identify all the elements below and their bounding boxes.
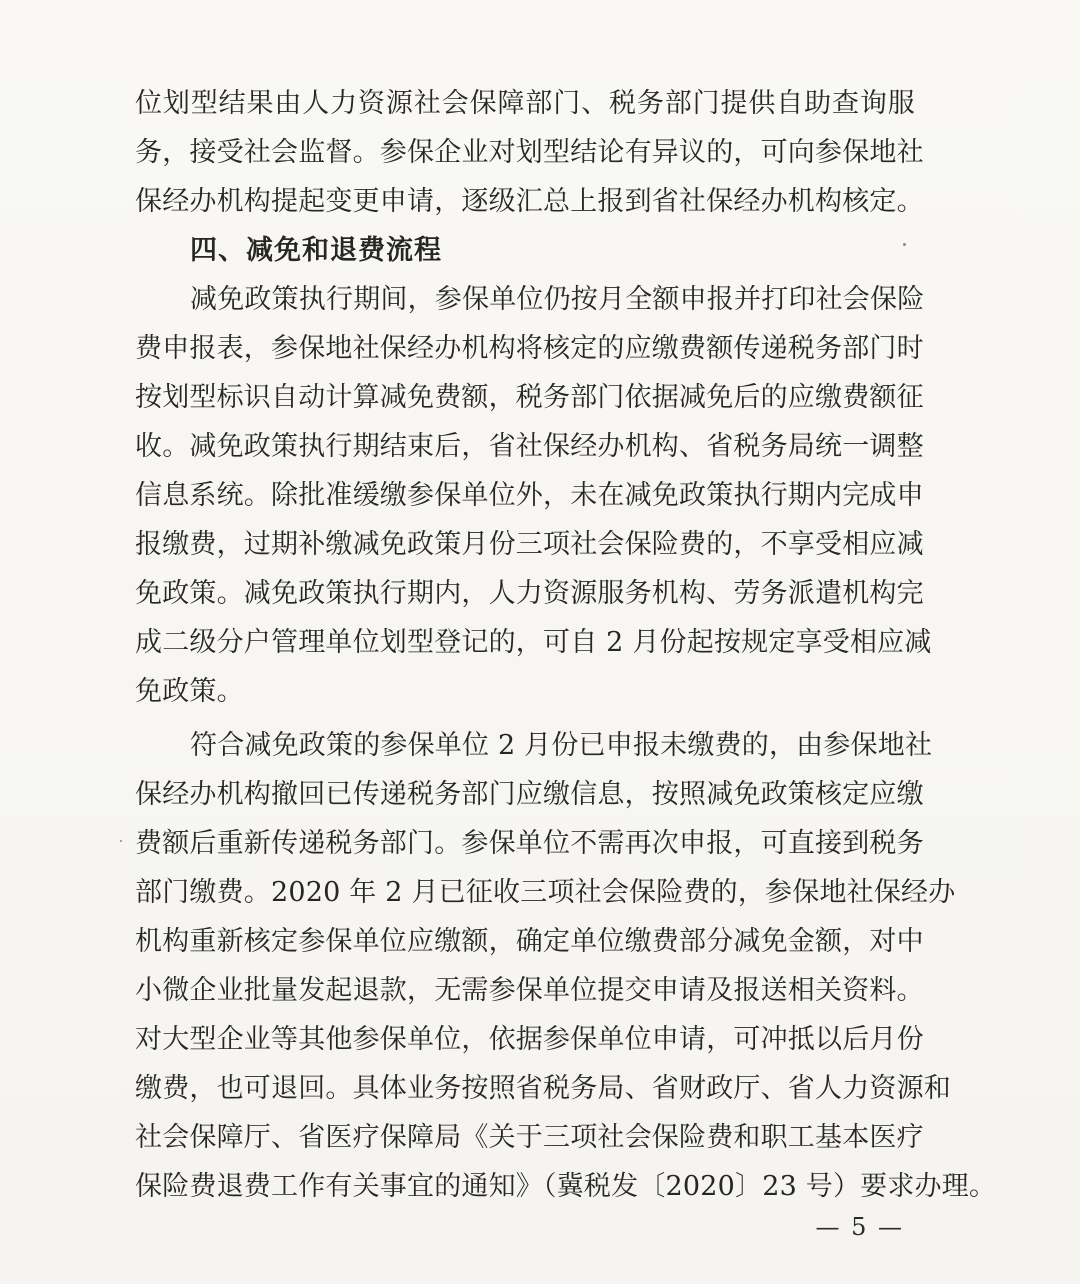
- page-number: — 5 —: [815, 1213, 904, 1241]
- body-line: 报缴费，过期补缴减免政策月份三项社会保险费的，不享受相应减: [135, 529, 924, 560]
- scan-speck: [120, 840, 122, 842]
- section-heading: 四、减免和退费流程: [190, 235, 442, 266]
- paragraph-first-line: 符合减免政策的参保单位 2 月份已申报未缴费的，由参保地社: [190, 730, 933, 761]
- body-line: 保经办机构提起变更申请，逐级汇总上报到省社保经办机构核定。: [135, 186, 924, 217]
- body-line: 收。减免政策执行期结束后，省社保经办机构、省税务局统一调整: [135, 431, 924, 462]
- body-line: 信息系统。除批准缓缴参保单位外，未在减免政策执行期内完成申: [135, 480, 924, 511]
- body-line: 对大型企业等其他参保单位，依据参保单位申请，可冲抵以后月份: [135, 1024, 924, 1055]
- scan-speck: [903, 243, 906, 246]
- body-line: 费额后重新传递税务部门。参保单位不需再次申报，可直接到税务: [135, 828, 924, 859]
- body-line: 位划型结果由人力资源社会保障部门、税务部门提供自助查询服: [135, 88, 915, 119]
- body-line: 免政策。: [135, 676, 244, 707]
- body-line: 缴费，也可退回。具体业务按照省税务局、省财政厅、省人力资源和: [135, 1073, 951, 1104]
- body-line: 小微企业批量发起退款，无需参保单位提交申请及报送相关资料。: [135, 975, 924, 1006]
- body-line: 务，接受社会监督。参保企业对划型结论有异议的，可向参保地社: [135, 137, 924, 168]
- body-line: 费申报表，参保地社保经办机构将核定的应缴费额传递税务部门时: [135, 333, 924, 364]
- body-line: 保经办机构撤回已传递税务部门应缴信息，按照减免政策核定应缴: [135, 779, 924, 810]
- body-line: 部门缴费。2020 年 2 月已征收三项社会保险费的，参保地社保经办: [135, 877, 956, 908]
- paragraph-first-line: 减免政策执行期间，参保单位仍按月全额申报并打印社会保险: [190, 284, 925, 315]
- body-line: 机构重新核定参保单位应缴额，确定单位缴费部分减免金额，对中: [135, 926, 924, 957]
- body-line: 社会保障厅、省医疗保障局《关于三项社会保险费和职工基本医疗: [135, 1122, 924, 1153]
- body-line: 按划型标识自动计算减免费额，税务部门依据减免后的应缴费额征: [135, 382, 924, 413]
- body-line: 成二级分户管理单位划型登记的，可自 2 月份起按规定享受相应减: [135, 627, 932, 658]
- body-line: 保险费退费工作有关事宜的通知》（冀税发〔2020〕23 号）要求办理。: [135, 1171, 997, 1202]
- body-line: 免政策。减免政策执行期内，人力资源服务机构、劳务派遣机构完: [135, 578, 924, 609]
